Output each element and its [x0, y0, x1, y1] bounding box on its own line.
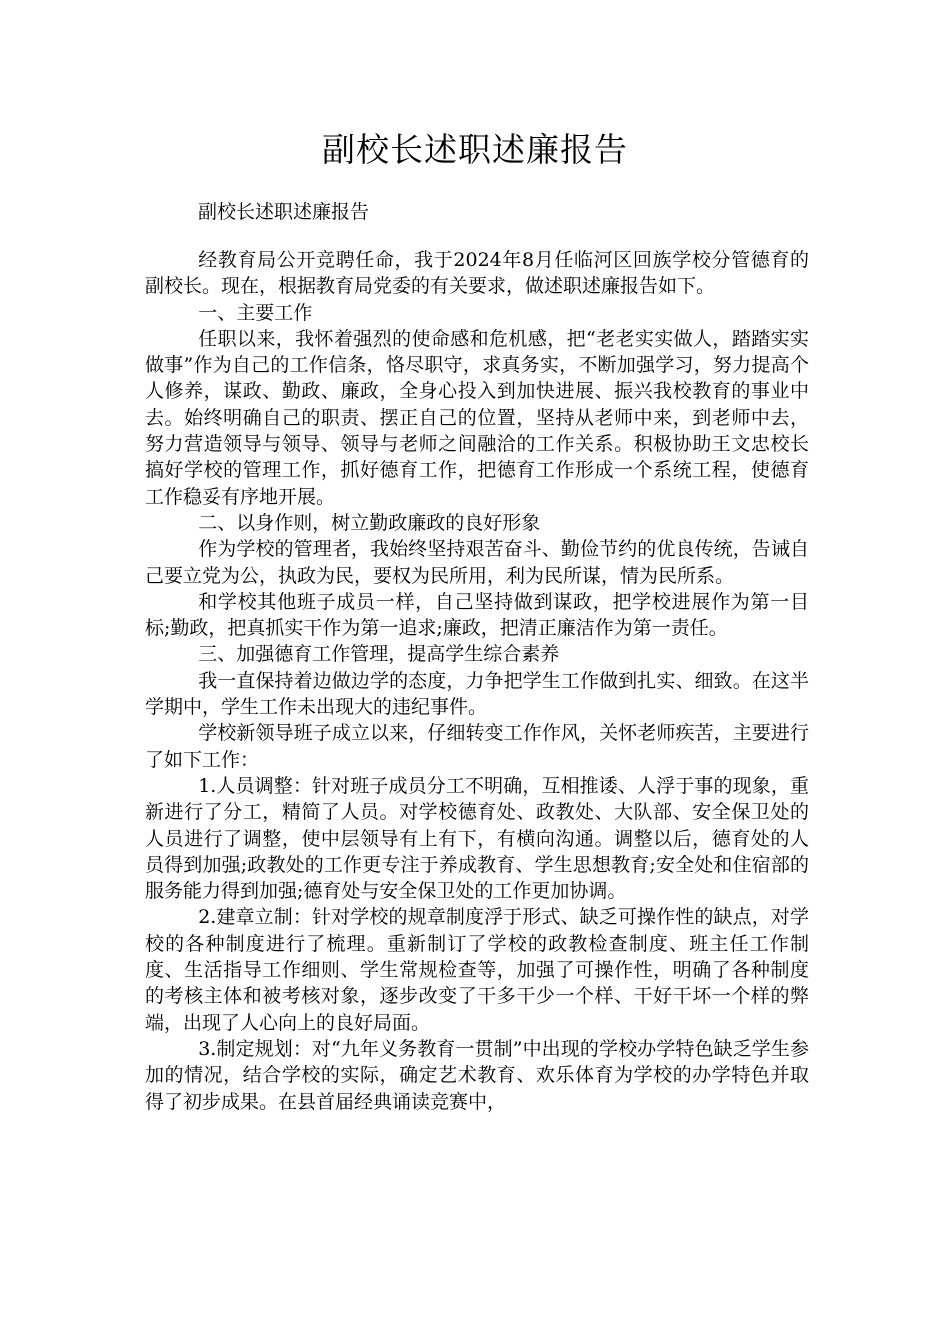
section-heading-1: 一、主要工作 [198, 301, 313, 324]
paragraph: 和学校其他班子成员一样，自己坚持做到谋政，把学校进展作为第一目标;勤政，把真抓实干作为第一追求;廉政，把清正廉洁作为第一责任。 [145, 590, 809, 640]
list-item-3: 3.制定规划：对“九年义务教育一贯制”中出现的学校办学特色缺乏学生参加的情况，结合学校的实际，确定艺术教育、欢乐体育为学校的办学特色并取得了初步成果。在县首届经典诵读竞赛中， [145, 1037, 809, 1113]
paragraph: 作为学校的管理者，我始终坚持艰苦奋斗、勤俭节约的优良传统，告诫自己要立党为公，执政为民，要权为民所用，利为民所谋，情为民所系。 [145, 538, 809, 587]
section-heading-2: 二、以身作则，树立勤政廉政的良好形象 [198, 511, 541, 534]
section-heading-3: 三、加强德育工作管理，提高学生综合素养 [198, 643, 560, 666]
paragraph: 我一直保持着边做边学的态度，力争把学生工作做到扎实、细致。在这半学期中，学生工作未出现大的违纪事件。 [145, 669, 809, 719]
paragraph: 任职以来，我怀着强烈的使命感和危机感，把“老老实实做人，踏踏实实做事”作为自己的工作信条，恪尽职守，求真务实，不断加强学习，努力提高个人修养，谋政、勤政、廉政，全身心投入到加快进展、振兴我校教育的事业中去。始终明确自己的职责、摆正自己的位置，坚持从老师中来，到老师中去，努力营造领导与领导、领导与老师之间融洽的工作关系。积极协助王文忠校长搞好学校的管理工作，抓好德育工作，把德育工作形成一个系统工程，使德育工作稳妥有序地开展。 [145, 327, 809, 508]
document-title: 副校长述职述廉报告 [322, 130, 628, 169]
list-item-1: 1.人员调整：针对班子成员分工不明确，互相推诿、人浮于事的现象，重新进行了分工，精简了人员。对学校德育处、政教处、大队部、安全保卫处的人员进行了调整，使中层领导有上有下，有横向沟通。调整以后，德育处的人员得到加强;政教处的工作更专注于养成教育、学生思想教育;安全处和住宿部的服务能力得到加强;德育处与安全保卫处的工作更加协调。 [145, 774, 809, 903]
document-body [145, 247, 809, 1115]
document-subtitle: 副校长述职述廉报告 [198, 201, 370, 223]
paragraph: 学校新领导班子成立以来，仔细转变工作作风，关怀老师疾苦，主要进行了如下工作： [145, 722, 809, 771]
paragraph-intro: 经教育局公开竞聘任命，我于2024年8月任临河区回族学校分管德育的副校长。现在，根据教育局党委的有关要求，做述职述廉报告如下。 [145, 249, 809, 298]
list-item-2: 2.建章立制：针对学校的规章制度浮于形式、缺乏可操作性的缺点，对学校的各种制度进行了梳理。重新制订了学校的政教检查制度、班主任工作制度、生活指导工作细则、学生常规检查等，加强了可操作性，明确了各种制度的考核主体和被考核对象，逐步改变了干多干少一个样、干好干坏一个样的弊端，出现了人心向上的良好局面。 [145, 906, 809, 1034]
